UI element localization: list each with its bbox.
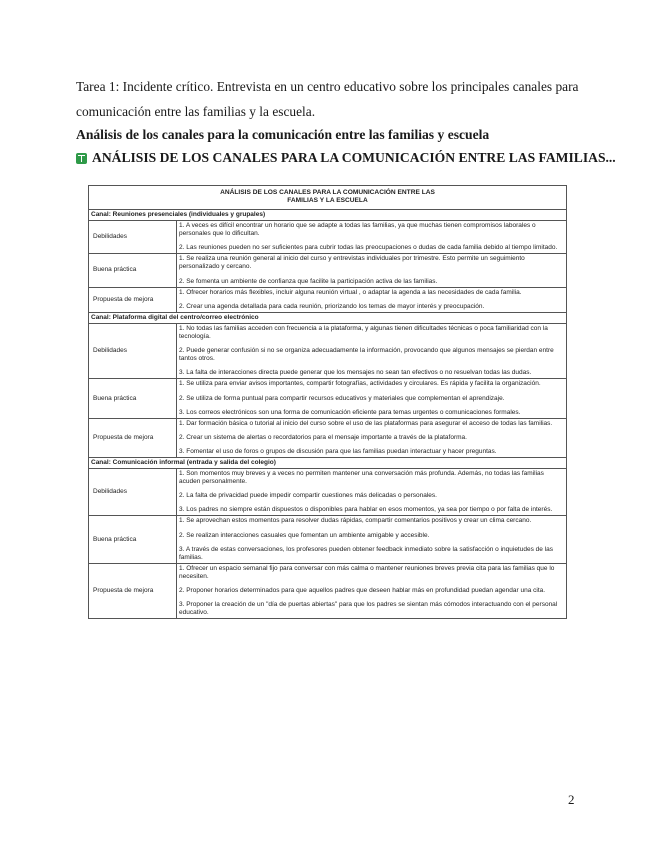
- row-content: [177, 254, 567, 287]
- row-content: [177, 563, 567, 618]
- row-label: Buena práctica: [89, 516, 177, 563]
- row-item: 2. Se realizan interacciones casuales que fomentan un ambiente amigable y accesible.: [179, 531, 430, 539]
- table-title-line-2: FAMILIAS Y LA ESCUELA: [287, 197, 368, 205]
- row-label: Debilidades: [89, 469, 177, 516]
- row-item: 1. Ofrecer un espacio semanal fijo para conversar con más calma o mantener reuniones breves previa cita para las familias que lo necesiten.: [179, 564, 555, 580]
- row-item: 3. La falta de interacciones directa puede generar que los mensajes no sean tan efectivos o no resuelvan todas las dudas.: [179, 369, 532, 377]
- row-label: Buena práctica: [89, 379, 177, 418]
- row-content: [177, 323, 567, 378]
- channel-title: Canal: Plataforma digital del centro/correo electrónico: [89, 312, 567, 323]
- table-row: [89, 469, 567, 516]
- row-content: [177, 469, 567, 516]
- channel-row: [89, 312, 567, 323]
- table-row: [89, 418, 567, 457]
- row-item: 2. Se fomenta un ambiente de confianza que facilite la participación activa de las familias.: [179, 277, 438, 285]
- page-number: 2: [568, 792, 575, 807]
- table-title-line-1: ANÁLISIS DE LOS CANALES PARA LA COMUNICACIÓN ENTRE LAS: [220, 189, 435, 196]
- row-label: Propuesta de mejora: [89, 563, 177, 618]
- row-item: 3. Los padres no siempre están dispuestos o disponibles para hablar en esos momentos, ya sea por tiempo o por falta de interés.: [179, 506, 553, 514]
- row-item: 2. Se utiliza de forma puntual para compartir recursos educativos y materiales que complementan el aprendizaje.: [179, 394, 505, 402]
- row-label: Debilidades: [89, 323, 177, 378]
- table-row: [89, 563, 567, 618]
- row-item: 3. Proponer la creación de un "día de puertas abiertas" para que los padres se sientan más cómodos interactuando con el personal educativo.: [179, 601, 558, 617]
- row-item: 2. Puede generar confusión si no se organiza adecuadamente la información, provocando que algunos mensajes se pierdan entre tantos otros.: [179, 347, 554, 363]
- row-item: 1. Ofrecer horarios más flexibles, incluir alguna reunión virtual , o adaptar la agenda a las necesidades de cada familia.: [179, 288, 522, 296]
- row-item: 3. A través de estas conversaciones, los profesores pueden obtener feedback inmediato sobre la satisfacción o inquietudes de las familias.: [179, 545, 553, 561]
- channel-title: Canal: Reuniones presenciales (individuales y grupales): [89, 210, 567, 221]
- row-item: 3. Los correos electrónicos son una forma de comunicación eficiente para temas urgentes o comunicaciones formales.: [179, 408, 521, 416]
- table-row: [89, 287, 567, 312]
- row-label: Debilidades: [89, 221, 177, 254]
- row-item: 2. Proponer horarios determinados para que aquellos padres que deseen hablar más en profundidad puedan agendar una cita.: [179, 587, 546, 594]
- row-item: 2. Crear un sistema de alertas o recordatorios para el mensaje importante a través de la plataforma.: [179, 433, 467, 441]
- row-label: Propuesta de mejora: [89, 287, 177, 312]
- row-item: 3. Fomentar el uso de foros o grupos de discusión para que las familias puedan interactuar y hacer preguntas.: [179, 447, 497, 455]
- channel-row: [89, 210, 567, 221]
- embedded-sheet-link[interactable]: [76, 150, 616, 166]
- channel-title: Canal: Comunicación informal (entrada y salida del colegio): [89, 457, 567, 468]
- row-item: 2. Crear una agenda detallada para cada reunión, priorizando los temas de mayor interés y preocupación.: [179, 302, 485, 310]
- table-row: [89, 221, 567, 254]
- row-content: [177, 287, 567, 312]
- row-content: [177, 221, 567, 254]
- row-item: 2. La falta de privacidad puede impedir compartir cuestiones más delicadas o personales.: [179, 492, 437, 500]
- row-item: 1. No todas las familias acceden con frecuencia a la plataforma, y algunas tienen dificultades técnicas o poca familiaridad con la tecnología.: [179, 324, 548, 341]
- row-item: 1. Se aprovechan estos momentos para resolver dudas rápidas, compartir comentarios positivos y crear un clima cercano.: [179, 517, 532, 525]
- row-item: 1. A veces es difícil encontrar un horario que se adapte a todas las familias, ya que muchas tienen compromisos laborales o personales que lo dificultan.: [179, 222, 536, 238]
- intro-paragraph: Tarea 1: Incidente crítico. Entrevista en un centro educativo sobre los principales canales para comunicación entre las familias y la escuela.: [76, 79, 579, 119]
- spreadsheet-icon: [76, 153, 87, 164]
- row-item: 1. Son momentos muy breves y a veces no permiten mantener una conversación más profunda. Además, no todas las familias acuden personalmente.: [179, 470, 544, 486]
- channel-row: [89, 457, 567, 468]
- row-label: Buena práctica: [89, 254, 177, 287]
- row-item: 1. Se utiliza para enviar avisos importantes, compartir fotografías, actividades y circulares. Es rápida y facilita la organización.: [179, 380, 541, 388]
- row-item: 1. Se realiza una reunión general al inicio del curso y entrevistas individuales por trimestre. Esto permite un seguimiento personalizado y cercano.: [179, 255, 525, 271]
- row-content: [177, 516, 567, 563]
- table-row: [89, 379, 567, 418]
- table-title-row: [89, 186, 567, 210]
- embedded-sheet-title: ANÁLISIS DE LOS CANALES PARA LA COMUNICACIÓN ENTRE LAS FAMILIAS...: [92, 150, 616, 165]
- row-label: Propuesta de mejora: [89, 418, 177, 457]
- row-content: [177, 379, 567, 418]
- table-row: [89, 323, 567, 378]
- row-item: 2. Las reuniones pueden no ser suficientes para cubrir todas las preocupaciones o dudas de cada familia debido al tiempo limitado.: [179, 244, 558, 252]
- section-heading: Análisis de los canales para la comunicación entre las familias y escuela: [76, 127, 490, 142]
- table-row: [89, 516, 567, 563]
- table-title: [89, 186, 567, 210]
- row-content: [177, 418, 567, 457]
- row-item: 1. Dar formación básica o tutorial al inicio del curso sobre el uso de las plataformas para asegurar el acceso de todas las familias.: [179, 419, 553, 427]
- analysis-table: [88, 185, 567, 619]
- table-row: [89, 254, 567, 287]
